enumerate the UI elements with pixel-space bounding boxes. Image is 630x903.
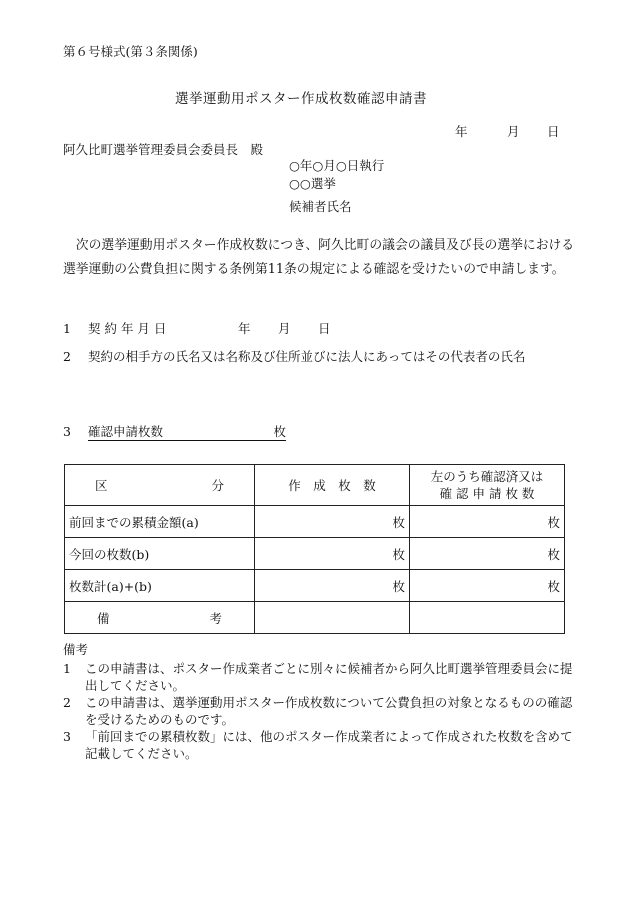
created-count-cell: 枚 [255,538,410,570]
created-count-cell: 枚 [255,506,410,538]
form-label: 第６号様式(第３条関係) [63,44,198,59]
confirmed-count-cell: 枚 [410,506,565,538]
table-header-row [65,465,565,506]
header-category: 区 分 [65,465,255,506]
confirmed-count-cell: 枚 [410,570,565,602]
item-label: 契 約 年 月 日 [88,321,167,336]
row-label: 前回までの累積金額(a) [65,506,255,538]
item-number: 2 [63,349,71,364]
body-paragraph: 次の選挙運動用ポスター作成枚数につき、阿久比町の議会の議員及び長の選挙における選挙運動の公費負担に関する条例第11条の規定による確認を受けたいので申請します。 [63,238,575,277]
header-confirmed-count: 左のうち確認済又は 確 認 申 請 枚 数 [410,465,565,506]
header-created-count: 作 成 枚 数 [255,465,410,506]
item-month-label: 月 [278,321,291,336]
item-day-label: 日 [318,321,331,336]
remarks-cell [255,602,410,634]
addressee: 阿久比町選挙管理委員会委員長 殿 [63,142,264,157]
table-row [65,538,565,570]
note-item: 3 「前回までの累積枚数」には、他のポスター作成業者によって作成された枚数を含めて記載してください。 [63,729,573,761]
election-date: ○年○月○日執行 [289,158,385,173]
date-month-label: 月 [507,124,520,139]
item-number: 1 [63,321,71,336]
item-year-label: 年 [238,321,251,336]
table-remarks-row [65,602,565,634]
table-row [65,570,565,602]
remarks-cell [410,602,565,634]
remarks-label: 備 考 [65,602,255,634]
item-number: 3 [63,424,71,439]
note-item: 1 この申請書は、ポスター作成業者ごとに別々に候補者から阿久比町選挙管理委員会に提出してください。 [63,661,573,693]
item-label: 確認申請枚数 [88,424,164,439]
note-item: 2 この申請書は、選挙運動用ポスター作成枚数について公費負担の対象となるものの確認を受けるためのものです。 [63,695,573,727]
row-label: 枚数計(a)+(b) [65,570,255,602]
notes-heading: 備考 [63,642,89,657]
election-name: ○○選挙 [289,176,336,191]
table-row [65,506,565,538]
page-title: 選挙運動用ポスター作成枚数確認申請書 [175,91,427,107]
unit-label: 枚 [273,424,286,439]
candidate-name-label: 候補者氏名 [289,199,352,214]
date-day-label: 日 [547,124,560,139]
item-label: 契約の相手方の氏名又は名称及び住所並びに法人にあってはその代表者の氏名 [88,349,526,364]
notes-section [63,641,583,762]
confirmed-count-cell: 枚 [410,538,565,570]
created-count-cell: 枚 [255,570,410,602]
row-label: 今回の枚数(b) [65,538,255,570]
count-table [64,464,565,634]
request-count-field [88,424,286,441]
date-year-label: 年 [455,124,468,139]
